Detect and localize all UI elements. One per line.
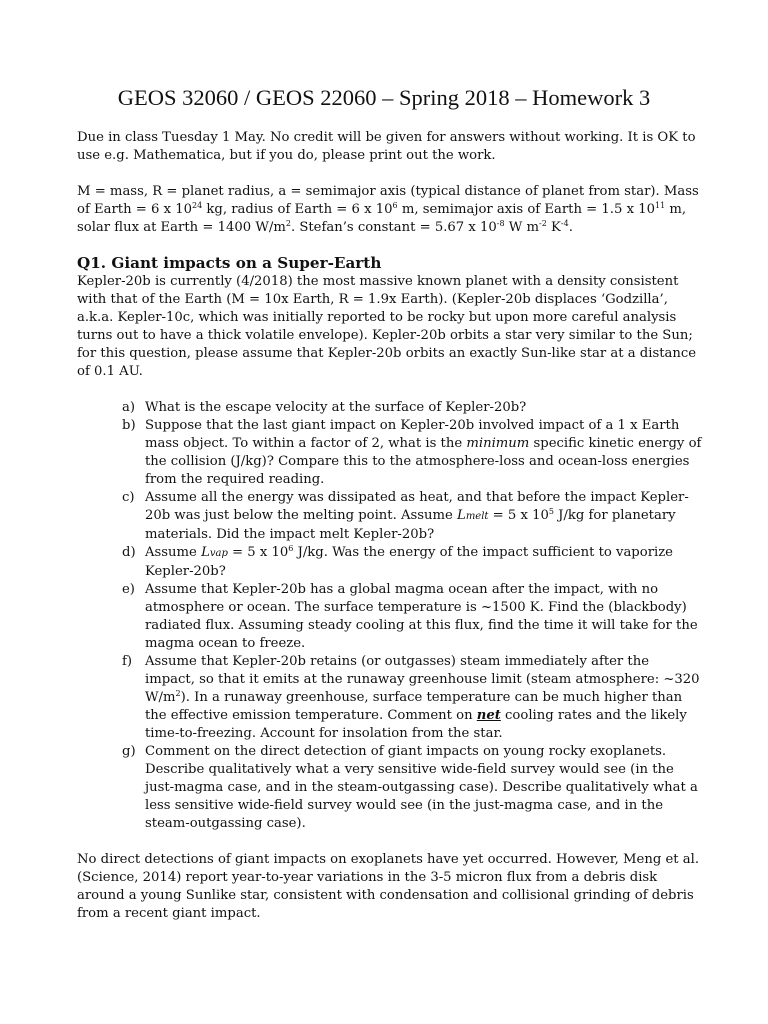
item-text-a: What is the escape velocity at the surface of Kepler-20b? (145, 400, 527, 415)
item-text-c-3: J/kg for planetary materials. Did the impact melt Kepler-20b? (145, 508, 676, 542)
q1-item-d (122, 544, 702, 581)
constants-paragraph (77, 183, 702, 237)
item-text-b-1: Suppose that the last giant impact on Kepler-20b involved impact of a 1 x Earth mass object. To within a factor of 2, what is the (145, 418, 680, 451)
item-label-b: b) (122, 418, 136, 433)
q1-item-list (77, 399, 702, 833)
item-text-f-2: ). In a runaway greenhouse, surface temperature can be much higher than the effective emission temperature. Comment on (145, 690, 683, 723)
q1-item-e (122, 581, 702, 653)
l-melt-subscript: melt (465, 511, 489, 522)
item-emphasis-net: net (476, 708, 501, 723)
constants-text-1: M = mass, R = planet radius, a = semimajor axis (typical distance of planet from star). Mass of Earth = 6 x 10 (77, 184, 699, 217)
item-text-c-1: Assume all the energy was dissipated as heat, and that before the impact Kepler-20b was just below the melting point. Assume (145, 490, 689, 523)
constants-text-7: K (546, 220, 561, 235)
l-vap-symbol: L (201, 545, 210, 560)
item-text-f-1: Assume that Kepler-20b retains (or outgasses) steam immediately after the impact, so that it emits at the runaway greenhouse limit (steam atmosphere: ~320 W/m (145, 654, 700, 705)
due-paragraph: Due in class Tuesday 1 May. No credit will be given for answers without working. It is OK to use e.g. Mathematica, but if you do, please print out the work. (77, 130, 696, 163)
q1-intro-paragraph: Kepler-20b is currently (4/2018) the most massive known planet with a density consistent with that of the Earth (M = 10x Earth, R = 1.9x Earth). (Kepler-20b displaces ‘Godzilla’, a.k.a. Kepler-10c, which was initially reported to be rocky but upon more careful analysis turns out to have a thick volatile envelope). Kepler-20b orbits a star very similar to the Sun; for this question, please assume that Kepler-20b orbits an exactly Sun-like star at a distance of 0.1 AU. (77, 274, 697, 379)
constants-exp-5: -8 (496, 219, 505, 228)
item-text-f-3: cooling rates and the likely time-to-freezing. Account for insolation from the star. (145, 708, 687, 741)
l-vap-subscript: vap (209, 548, 228, 559)
q1-item-f (122, 653, 702, 743)
item-text-d-3: J/kg. Was the energy of the impact sufficient to vaporize Kepler-20b? (145, 545, 673, 579)
item-text-g: Comment on the direct detection of giant impacts on young rocky exoplanets. Describe qualitatively what a very sensitive wide-field survey would see (in the just-magma case, and in the steam-outgassing case). Describe qualitatively what a less sensitive wide-field survey would see (in the just-magma case, and in the steam-outgassing case). (145, 744, 698, 831)
item-label-d: d) (122, 545, 136, 560)
constants-exp-2: 6 (392, 201, 398, 210)
constants-text-8: . (568, 220, 573, 235)
l-melt-exponent: 5 (548, 507, 554, 516)
constants-exp-4: 2 (285, 219, 291, 228)
q1-item-a (122, 399, 702, 417)
item-label-c: c) (122, 490, 135, 505)
item-emphasis-minimum: minimum (466, 436, 530, 451)
item-text-d-1: Assume (145, 545, 202, 560)
item-label-a: a) (122, 400, 136, 415)
l-melt-symbol: L (457, 508, 466, 523)
item-label-g: g) (122, 744, 136, 759)
document-body (77, 129, 702, 923)
flux-unit-exponent: 2 (175, 689, 181, 698)
page-title: GEOS 32060 / GEOS 22060 – Spring 2018 – Homework 3 (117, 85, 651, 110)
constants-text-4: m, solar flux at Earth = 1400 W/m (77, 202, 687, 235)
constants-exp-3: 11 (654, 201, 666, 210)
constants-exp-1: 24 (192, 201, 203, 210)
q1-item-g (122, 743, 702, 833)
constants-text-6: W m (504, 220, 540, 235)
q1-item-c (122, 489, 702, 544)
constants-text-3: m, semimajor axis of Earth = 1.5 x 10 (397, 202, 655, 217)
item-text-c-2: = 5 x 10 (488, 508, 549, 523)
constants-text-2: kg, radius of Earth = 6 x 10 (202, 202, 393, 217)
closing-paragraph: No direct detections of giant impacts on exoplanets have yet occurred. However, Meng et al. (Science, 2014) report year-to-year variations in the 3-5 micron flux from a debris disk around a young Sunlike star, consistent with condensation and collisional grinding of debris from a recent giant impact. (77, 852, 700, 921)
item-label-f: f) (122, 654, 133, 669)
q1-heading: Q1. Giant impacts on a Super-Earth (77, 254, 382, 272)
item-text-e: Assume that Kepler-20b has a global magma ocean after the impact, with no atmosphere or ocean. The surface temperature is ~1500 K. Find the (blackbody) radiated flux. Assuming steady cooling at this flux, find the time it will take for the magma ocean to freeze. (145, 582, 698, 651)
constants-exp-6: -2 (539, 219, 547, 228)
item-text-d-2: = 5 x 10 (227, 545, 289, 560)
constants-text-5: . Stefan’s constant = 5.67 x 10 (290, 220, 497, 235)
l-vap-exponent: 6 (288, 544, 294, 553)
constants-exp-7: -4 (560, 219, 569, 228)
item-text-b-2: specific kinetic energy of the collision (J/kg)? Compare this to the atmosphere-loss and ocean-loss energies from the required reading. (145, 436, 702, 487)
q1-item-b (122, 417, 702, 489)
item-label-e: e) (122, 582, 135, 597)
